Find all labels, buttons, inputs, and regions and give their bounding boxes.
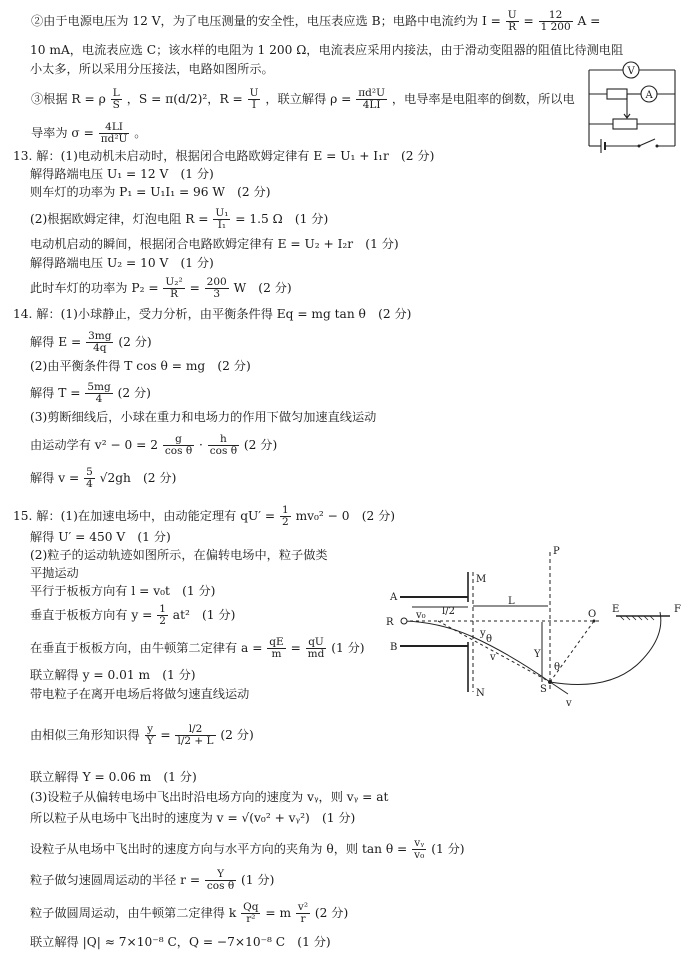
fraction: $\frac{g}{\text{cos θ}}$ (164, 433, 193, 457)
label-L: L (508, 596, 515, 607)
fraction: $\frac{1}{2}$ (282, 504, 289, 528)
fraction: $\frac{1}{2}$ (159, 603, 166, 627)
label-B: B (390, 642, 398, 653)
fraction: $\frac{L}{S}$ (112, 87, 120, 111)
fraction: $\frac{qU}{md}$ (307, 636, 325, 660)
label-v0: v₀ (416, 610, 426, 621)
fraction: $\frac{3mg}{4q}$ (88, 330, 112, 354)
fraction: $\frac{\text{v²}}{r}$ (297, 901, 309, 925)
fraction: $\frac{U}{R}$ (507, 9, 517, 33)
label-y: y (480, 628, 486, 639)
p15-line: 联立解得 y = 0.01 m (1 分) (30, 668, 196, 682)
voltmeter-label: V (627, 66, 635, 77)
fraction: $\frac{5}{4}$ (86, 466, 93, 490)
p15-line: (2)粒子的运动轨迹如图所示，在偏转电场中，粒子做类 (30, 548, 328, 562)
p12-line4: ③根据 R = ρ $\frac{L}{S}$ ，S = π(d/2)²，R = $\frac{U}{I}$ ，联立解得 ρ = $\frac{\text{πd²U}}{4LI}$ ，电导率是电阻率的倒数，所以电 (31, 87, 575, 111)
fraction: $\frac{\text{U₁}}{\text{I₁}}$ (215, 207, 229, 231)
ammeter-label: A (645, 90, 653, 101)
p15-line: 在垂直于板板方向，由牛顿第二定律有 a = $\frac{qE}{m}$ = $\frac{qU}{md}$ (1 分) (30, 636, 365, 660)
fraction: $\frac{l/2}{l/2 + L}$ (177, 723, 214, 747)
fraction: $\frac{\text{πd²U}}{4LI}$ (358, 87, 385, 111)
p13-heading: 13. 解：(1)电动机未启动时，根据闭合电路欧姆定律有 E = U₁ + I₁r (2 分) (13, 149, 435, 163)
p12-line3: 小太多，所以采用分压接法，电路如图所示。 (30, 62, 274, 76)
p13-line: (2)根据欧姆定律，灯泡电阻 R = $\frac{\text{U₁}}{\text{I₁}}$ = 1.5 Ω (1 分) (30, 207, 329, 231)
fraction: $\frac{h}{\text{cos θ}}$ (209, 433, 238, 457)
label-theta: θ (486, 634, 493, 645)
p14-line: 解得 T = $\frac{5mg}{4}$ (2 分) (30, 381, 151, 405)
fraction: $\frac{\text{U₂²}}{R}$ (165, 276, 183, 300)
p13-line: 解得路端电压 U₂ = 10 V (1 分) (30, 256, 214, 270)
label-Y: Y (534, 649, 541, 660)
p15-heading: 15. 解：(1)在加速电场中，由动能定理有 qU′ = $\frac{1}{2}$ mv₀² − 0 (2 分) (13, 504, 396, 528)
fraction: $\frac{\text{vᵧ}}{\text{v₀}}$ (414, 837, 425, 861)
fraction: $\frac{4LI}{\text{πd²U}}$ (100, 121, 128, 145)
p14-line: (2)由平衡条件得 T cos θ = mg (2 分) (30, 359, 251, 373)
p12-line1: ②由于电源电压为 12 V，为了电压测量的安全性，电压表应选 B；电路中电流约为 I = $\frac{U}{R}$ = $\frac{12}{1 200}$ A = (31, 9, 601, 33)
label-N: N (476, 688, 485, 699)
fraction: $\frac{200}{3}$ (206, 276, 227, 300)
p13-line: 则车灯的功率为 P₁ = U₁I₁ = 96 W (2 分) (30, 185, 271, 199)
p14-line: 解得 v = $\frac{5}{4}$ √2gh (2 分) (30, 466, 177, 490)
p13-line: 解得路端电压 U₁ = 12 V (1 分) (30, 167, 214, 181)
p13-line: 此时车灯的功率为 P₂ = $\frac{\text{U₂²}}{R}$ = $\frac{200}{3}$ W (2 分) (30, 276, 292, 300)
p13-line: 电动机启动的瞬间，根据闭合电路欧姆定律有 E = U₂ + I₂r (1 分) (30, 237, 399, 251)
p15-line: 粒子做匀速圆周运动的半径 r = $\frac{Y}{\text{cos θ}}$ (1 分) (30, 868, 275, 892)
p15-line: 平行于板板方向有 l = v₀t (1 分) (30, 584, 216, 598)
label-M: M (476, 574, 487, 585)
p15-line: 解得 U′ = 450 V (1 分) (30, 530, 171, 544)
p14-line: 解得 E = $\frac{3mg}{4q}$ (2 分) (30, 330, 152, 354)
particle-trajectory-figure (380, 542, 686, 714)
label-theta-2: θ (554, 662, 561, 673)
fraction: $\frac{Qq}{\text{r²}}$ (243, 901, 259, 925)
fraction: $\frac{qE}{m}$ (269, 636, 284, 660)
p15-line: 联立解得 |Q| ≈ 7×10⁻⁸ C，Q = −7×10⁻⁸ C (1 分) (30, 935, 331, 949)
label-v: v (490, 652, 496, 663)
fraction: $\frac{y}{Y}$ (146, 723, 154, 747)
fraction: $\frac{5mg}{4}$ (87, 381, 111, 405)
fraction: $\frac{12}{1 200}$ (540, 9, 571, 33)
label-l-half: l/2 (442, 606, 455, 617)
p15-line: 联立解得 Y = 0.06 m (1 分) (30, 770, 197, 784)
p12-line2: 10 mA，电流表应选 C；该水样的电阻为 1 200 Ω，电流表应采用内接法，由于滑动变阻器的阻值比待测电阻 (30, 43, 624, 57)
circuit-diagram (583, 58, 683, 160)
fraction: $\frac{U}{I}$ (249, 87, 259, 111)
p15-line: (3)设粒子从偏转电场中飞出时沿电场方向的速度为 vᵧ，则 vᵧ = at (30, 790, 389, 804)
fraction: $\frac{Y}{\text{cos θ}}$ (206, 868, 235, 892)
p15-line: 设粒子从电场中飞出时的速度方向与水平方向的夹角为 θ，则 tan θ = $\frac{\text{vᵧ}}{\text{v₀}}$ (1 分) (30, 837, 465, 861)
label-R: R (386, 617, 394, 628)
label-S: S (540, 684, 547, 695)
p14-heading: 14. 解：(1)小球静止，受力分析，由平衡条件得 Eq = mg tan θ (2 分) (13, 307, 412, 321)
p15-line: 平抛运动 (30, 566, 79, 580)
p15-line: 由相似三角形知识得 $\frac{y}{Y}$ = $\frac{l/2}{l/2 + L}$ (2 分) (30, 723, 254, 747)
label-F: F (674, 604, 681, 615)
label-A: A (390, 592, 398, 603)
p15-line: 所以粒子从电场中飞出时的速度为 v = √(v₀² + vᵧ²) (1 分) (30, 811, 356, 825)
p15-line: 垂直于板板方向有 y = $\frac{1}{2}$ at² (1 分) (30, 603, 236, 627)
p15-line: 粒子做圆周运动，由牛顿第二定律得 k $\frac{Qq}{\text{r²}}$ = m $\frac{\text{v²}}{r}$ (2 分) (30, 901, 349, 925)
p14-line: 由运动学有 v² − 0 = 2 $\frac{g}{\text{cos θ}}$ · $\frac{h}{\text{cos θ}}$ (2 分) (30, 433, 278, 457)
p12-line5: 导率为 σ = $\frac{4LI}{\text{πd²U}}$ 。 (31, 121, 147, 145)
label-v-s: v (566, 698, 572, 709)
label-O: O (588, 609, 597, 620)
label-P: P (553, 546, 560, 557)
p14-line: (3)剪断细线后，小球在重力和电场力的作用下做匀加速直线运动 (30, 410, 377, 424)
label-E: E (612, 604, 620, 615)
p15-line: 带电粒子在离开电场后将做匀速直线运动 (30, 687, 250, 701)
